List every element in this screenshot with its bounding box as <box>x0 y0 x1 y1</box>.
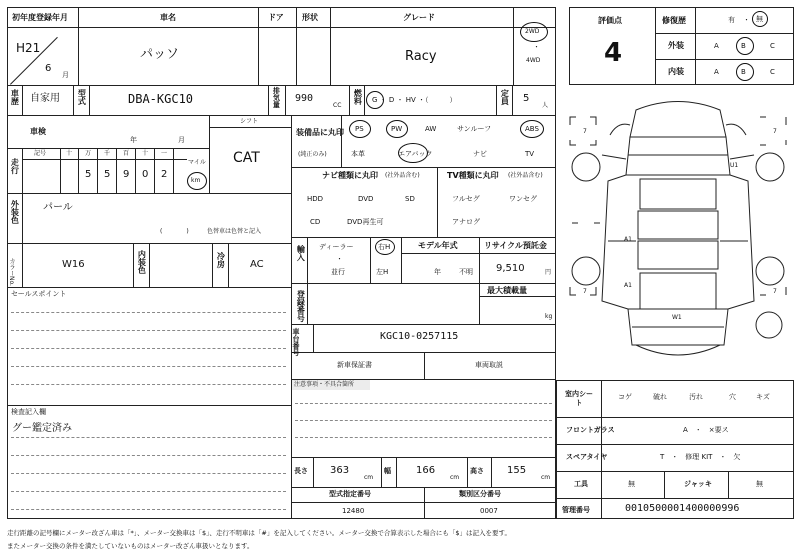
type-num-label: 型式指定番号 <box>329 490 371 498</box>
inspection-label: 車検 <box>30 127 46 136</box>
mgmt-value: 0010500001400000996 <box>625 503 740 514</box>
displacement-value: 990 <box>295 93 314 104</box>
mileage-digit: 0 <box>142 169 149 180</box>
interior-sheet-label: 室内シート <box>565 390 593 408</box>
jack-value: 無 <box>756 480 763 488</box>
spare-tire-label: スペアタイヤ <box>566 453 608 461</box>
interior-grade: B <box>741 68 746 76</box>
recycle-value: 9,510 <box>496 263 525 274</box>
first-reg-year: H21 <box>16 41 41 55</box>
equipment-leather: 本革 <box>351 150 365 158</box>
equipment-abs: ABS <box>525 125 539 133</box>
equipment-pw: PW <box>391 125 403 133</box>
inspector-label: 検査記入欄 <box>11 408 46 416</box>
drive-4wd: 4WD <box>526 57 541 64</box>
shift-label: シフト <box>240 118 259 125</box>
equipment-airbag: エアバック <box>398 150 433 158</box>
equipment-sunroof: サンルーフ <box>457 125 492 133</box>
mileage-digit: 2 <box>161 169 168 180</box>
class-num-value: 0007 <box>480 507 498 515</box>
color-value: パール <box>43 202 73 213</box>
width-label: 幅 <box>384 467 391 475</box>
handle-right: 右H <box>378 243 391 251</box>
import-label: 輸入 <box>296 245 306 261</box>
first-reg-month: 6 <box>45 63 52 74</box>
windshield-options: A ・ ×要ス <box>683 426 729 434</box>
recycle-label: リサイクル預託金 <box>484 241 547 250</box>
displacement-label: 排気量 <box>272 87 281 108</box>
mileage-unit-km: km <box>191 177 201 184</box>
footnote-line-2: またメーター交換の条件を満たしていないものはメーター改ざん車扱いとなります。 <box>7 542 254 550</box>
width-value: 166 <box>416 465 436 476</box>
vehicle-manual: 車両取説 <box>475 361 503 369</box>
car-damage-diagram <box>558 95 798 380</box>
month-unit: 月 <box>62 71 69 79</box>
door-label: ドア <box>268 13 284 22</box>
max-load-label: 最大積載量 <box>487 286 527 295</box>
height-label: 高さ <box>470 467 484 475</box>
mileage-digit: 5 <box>85 169 92 180</box>
ac-value: AC <box>250 259 264 270</box>
equipment-aw: AW <box>425 125 437 133</box>
tools-label: 工具 <box>574 480 588 488</box>
equipment-label: 装備品に丸印 <box>296 128 344 137</box>
inspector-value: グー鑑定済み <box>12 423 72 434</box>
footnote-line-1: 走行距離の記号欄にメーター改ざん車は「*」、メーター交換車は「$」、走行不明車は「#」を記入してください。メーター交換で合算表示した場合にも「$」は記入を要す。 <box>7 529 511 537</box>
type-num-value: 12480 <box>342 507 365 515</box>
repair-label: 修復歴 <box>662 16 686 25</box>
car-name-value: パッソ <box>140 47 180 62</box>
diagram-label-a1-front: A1 <box>624 236 632 243</box>
exterior-grade: B <box>741 42 746 50</box>
model-year-label: モデル年式 <box>418 241 458 250</box>
capacity-label: 定員 <box>500 89 510 105</box>
mgmt-label: 管理番号 <box>562 506 590 514</box>
drive-2wd: 2WD <box>525 28 540 35</box>
score-label: 評価点 <box>598 16 622 25</box>
notes-label: 注意事項・不具合箇所 <box>294 381 355 388</box>
reg-no-label: 登録番号 <box>296 290 306 322</box>
tools-value: 無 <box>628 480 635 488</box>
diagram-label-u1: U1 <box>730 162 739 169</box>
svg-text:7: 7 <box>583 288 587 295</box>
score-value: 4 <box>604 38 623 68</box>
ac-label: 冷房 <box>216 252 226 268</box>
length-value: 363 <box>330 465 350 476</box>
color-label: 外装色 <box>10 200 20 224</box>
usage-value: 自家用 <box>30 93 60 104</box>
svg-text:7: 7 <box>583 128 587 135</box>
svg-text:7: 7 <box>773 128 777 135</box>
main-form-frame <box>7 7 556 519</box>
color-no-label: カラーNo. <box>8 258 15 286</box>
equipment-tv: TV <box>525 150 535 158</box>
fuel-options: G ・ D ・ HV ・（ ） <box>372 96 457 104</box>
interior-color-label: 内装色 <box>137 250 147 274</box>
chassis-value: KGC10-0257115 <box>380 331 459 342</box>
first-reg-label: 初年度登録年月 <box>12 13 68 22</box>
diagram-label-w1: W1 <box>672 314 682 321</box>
mileage-label: 走行 <box>10 158 20 174</box>
equipment-ps: PS <box>355 125 364 133</box>
mileage-digit: 5 <box>104 169 111 180</box>
model-label: 型式 <box>77 89 87 105</box>
car-name-label: 車名 <box>160 13 176 22</box>
shift-value: CAT <box>233 150 260 166</box>
chassis-label: 車台番号 <box>292 328 300 356</box>
windshield-label: フロントガラス <box>566 426 615 434</box>
capacity-value: 5 <box>523 93 530 104</box>
sales-point-label: セールスポイント <box>11 290 67 298</box>
grade-value: Racy <box>405 49 437 64</box>
tv-type-label: TV種類に丸印 <box>447 171 499 180</box>
color-no-value: W16 <box>62 259 85 270</box>
grade-label: グレード <box>403 13 435 22</box>
exterior-label: 外装 <box>668 41 684 50</box>
model-value: DBA-KGC10 <box>128 92 194 106</box>
handle-left: 左H <box>376 268 389 276</box>
height-value: 155 <box>507 465 527 476</box>
navi-type-label: ナビ種類に丸印 <box>322 171 378 180</box>
class-num-label: 類別区分番号 <box>459 490 501 498</box>
spare-tire-options: T ・ 修理 KIT ・ 欠 <box>660 453 741 461</box>
svg-text:7: 7 <box>773 288 777 295</box>
length-label: 長さ <box>294 467 308 475</box>
diagram-label-a1-rear: A1 <box>624 282 632 289</box>
new-car-warranty: 新車保証書 <box>337 361 372 369</box>
usage-label: 車歴 <box>10 89 20 105</box>
mileage-digit: 9 <box>123 169 130 180</box>
repair-no: 無 <box>756 15 763 23</box>
equipment-navi: ナビ <box>473 150 487 158</box>
shape-label: 形状 <box>302 13 318 22</box>
fuel-label: 燃料 <box>353 89 363 105</box>
interior-label: 内装 <box>668 67 684 76</box>
jack-label: ジャッキ <box>684 480 712 488</box>
